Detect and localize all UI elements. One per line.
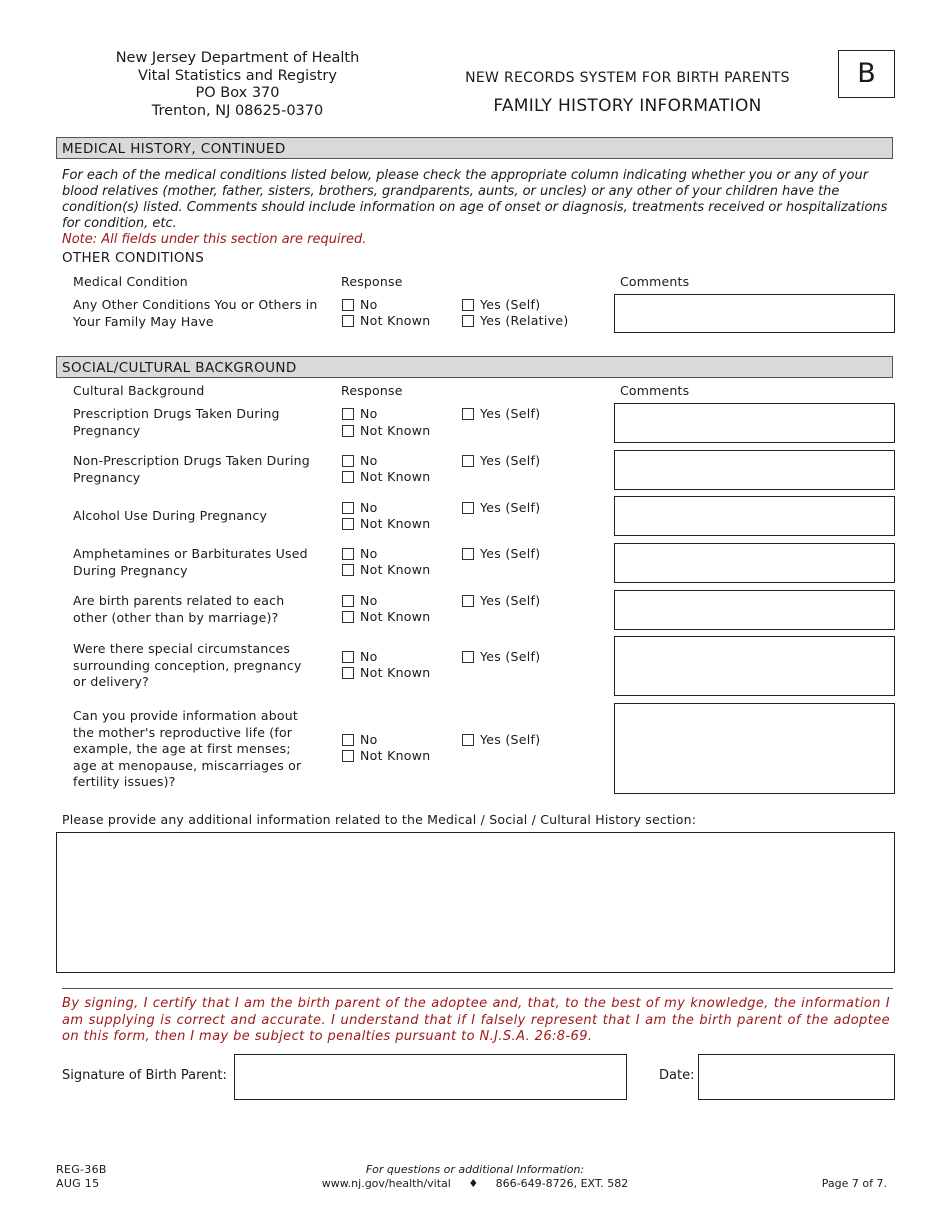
other-conditions-comments-field[interactable] — [614, 294, 895, 333]
checkbox-box[interactable] — [462, 315, 474, 327]
birth-parents-related-not-known-checkbox[interactable]: Not Known — [342, 609, 431, 625]
alcohol-use-yes-self-checkbox[interactable]: Yes (Self) — [462, 500, 540, 516]
checkbox-box[interactable] — [342, 408, 354, 420]
checkbox-box[interactable] — [462, 408, 474, 420]
agency-name: New Jersey Department of Health — [115, 50, 360, 66]
page-number: Page 7 of 7. — [821, 1177, 887, 1190]
contact-info — [300, 1163, 650, 1191]
checkbox-box[interactable] — [342, 299, 354, 311]
amphetamines-yes-self-checkbox[interactable]: Yes (Self) — [462, 546, 540, 562]
checkbox-box[interactable] — [462, 502, 474, 514]
checkbox-box[interactable] — [342, 750, 354, 762]
other-conditions-yes-self-checkbox[interactable]: Yes (Self) — [462, 297, 540, 313]
checkbox-box[interactable] — [462, 455, 474, 467]
agency-po-box: PO Box 370 — [195, 85, 280, 101]
non-prescription-drugs-yes-self-checkbox[interactable]: Yes (Self) — [462, 453, 540, 469]
non-prescription-drugs-label: Non-Prescription Drugs Taken During Pregnancy — [73, 453, 310, 485]
contact-line: www.nj.gov/health/vital ♦ 866-649-8726, EXT. 582 — [321, 1177, 629, 1190]
instructions-text: For each of the medical conditions listed below, please check the appropriate column indicating whether you or any of your blood relatives (mother, father, sisters, brothers, grandparents, aunts, or uncles) or any other of your children have the condition(s) listed. Comments should include information on age of onset or diagnosis, treatments received or hospitalizations for condition, etc. — [62, 168, 888, 231]
checkbox-box[interactable] — [462, 651, 474, 663]
alcohol-use-comments-field[interactable] — [614, 496, 895, 536]
prescription-drugs-not-known-checkbox[interactable]: Not Known — [342, 423, 431, 439]
other-conditions-not-known-checkbox[interactable]: Not Known — [342, 313, 431, 329]
checkbox-box[interactable] — [462, 734, 474, 746]
document-title: FAMILY HISTORY INFORMATION — [493, 96, 762, 116]
special-circumstances-comments-field[interactable] — [614, 636, 895, 696]
checkbox-box[interactable] — [342, 455, 354, 467]
column-comments: Comments — [620, 383, 690, 398]
checkbox-box[interactable] — [462, 595, 474, 607]
prescription-drugs-yes-self-checkbox[interactable]: Yes (Self) — [462, 406, 540, 422]
birth-parents-related-yes-self-checkbox[interactable]: Yes (Self) — [462, 593, 540, 609]
checkbox-box[interactable] — [342, 564, 354, 576]
alcohol-use-label: Alcohol Use During Pregnancy — [73, 508, 268, 523]
column-response: Response — [341, 274, 403, 289]
special-circumstances-yes-self-checkbox[interactable]: Yes (Self) — [462, 649, 540, 665]
form-letter-box: B — [838, 50, 895, 98]
other-conditions-label: Any Other Conditions You or Others in Your Family May Have — [73, 297, 318, 329]
additional-info-textarea[interactable] — [56, 832, 895, 973]
amphetamines-not-known-checkbox[interactable]: Not Known — [342, 562, 431, 578]
contact-heading: For questions or additional Information: — [365, 1163, 585, 1176]
system-title: NEW RECORDS SYSTEM FOR BIRTH PARENTS — [465, 70, 790, 86]
signature-label: Signature of Birth Parent: — [62, 1068, 227, 1083]
alcohol-use-not-known-checkbox[interactable]: Not Known — [342, 516, 431, 532]
prescription-drugs-no-checkbox[interactable]: No — [342, 406, 378, 422]
checkbox-box[interactable] — [342, 651, 354, 663]
amphetamines-label: Amphetamines or Barbiturates Used During Pregnancy — [73, 546, 308, 578]
date-label: Date: — [659, 1068, 695, 1083]
required-note: Note: All fields under this section are required. — [62, 232, 367, 247]
checkbox-box[interactable] — [342, 471, 354, 483]
special-circumstances-not-known-checkbox[interactable]: Not Known — [342, 665, 431, 681]
checkbox-box[interactable] — [342, 734, 354, 746]
divider — [62, 988, 893, 989]
checkbox-box[interactable] — [462, 548, 474, 560]
prescription-drugs-comments-field[interactable] — [614, 403, 895, 443]
column-medical-condition: Medical Condition — [73, 274, 188, 289]
prescription-drugs-label: Prescription Drugs Taken During Pregnancy — [73, 406, 280, 438]
amphetamines-no-checkbox[interactable]: No — [342, 546, 378, 562]
checkbox-box[interactable] — [342, 502, 354, 514]
date-field[interactable] — [698, 1054, 895, 1100]
signature-field[interactable] — [234, 1054, 627, 1100]
alcohol-use-no-checkbox[interactable]: No — [342, 500, 378, 516]
non-prescription-drugs-comments-field[interactable] — [614, 450, 895, 490]
birth-parents-related-label: Are birth parents related to each other (other than by marriage)? — [73, 593, 285, 625]
birth-parents-related-comments-field[interactable] — [614, 590, 895, 630]
certification-statement: By signing, I certify that I am the birth parent of the adoptee and, that, to the best of my knowledge, the information I am supplying is correct and accurate. I understand that if I falsely represent that I am the birth parent of the adoptee on this form, then I may be subject to penalties pursuant to N.J.S.A. 26:8-69. — [62, 996, 890, 1044]
checkbox-box[interactable] — [342, 518, 354, 530]
reproductive-life-comments-field[interactable] — [614, 703, 895, 794]
reproductive-life-not-known-checkbox[interactable]: Not Known — [342, 748, 431, 764]
instructions — [62, 168, 892, 248]
reproductive-life-no-checkbox[interactable]: No — [342, 732, 378, 748]
special-circumstances-label: Were there special circumstances surrounding conception, pregnancy or delivery? — [73, 641, 302, 689]
special-circumstances-no-checkbox[interactable]: No — [342, 649, 378, 665]
column-cultural-background: Cultural Background — [73, 383, 205, 398]
reproductive-life-yes-self-checkbox[interactable]: Yes (Self) — [462, 732, 540, 748]
checkbox-box[interactable] — [462, 299, 474, 311]
checkbox-box[interactable] — [342, 548, 354, 560]
checkbox-box[interactable] — [342, 667, 354, 679]
non-prescription-drugs-no-checkbox[interactable]: No — [342, 453, 378, 469]
form-number: REG-36B — [56, 1163, 107, 1176]
other-conditions-yes-relative-checkbox[interactable]: Yes (Relative) — [462, 313, 569, 329]
checkbox-box[interactable] — [342, 425, 354, 437]
agency-address — [100, 50, 375, 120]
form-revision-date: AUG 15 — [56, 1177, 100, 1190]
column-comments: Comments — [620, 274, 690, 289]
column-response: Response — [341, 383, 403, 398]
agency-city: Trenton, NJ 08625-0370 — [151, 102, 324, 119]
birth-parents-related-no-checkbox[interactable]: No — [342, 593, 378, 609]
social-cultural-section-header: SOCIAL/CULTURAL BACKGROUND — [56, 356, 893, 378]
amphetamines-comments-field[interactable] — [614, 543, 895, 583]
checkbox-box[interactable] — [342, 611, 354, 623]
additional-info-prompt: Please provide any additional information related to the Medical / Social / Cultural History section: — [62, 812, 697, 827]
form-code — [56, 1163, 107, 1191]
non-prescription-drugs-not-known-checkbox[interactable]: Not Known — [342, 469, 431, 485]
agency-division: Vital Statistics and Registry — [138, 67, 337, 84]
checkbox-box[interactable] — [342, 315, 354, 327]
other-conditions-heading: OTHER CONDITIONS — [62, 250, 205, 266]
reproductive-life-label: Can you provide information about the mother's reproductive life (for example, the age at first menses; age at menopause, miscarriages or fertility issues)? — [73, 708, 302, 789]
checkbox-box[interactable] — [342, 595, 354, 607]
other-conditions-no-checkbox[interactable]: No — [342, 297, 378, 313]
medical-history-section-header: MEDICAL HISTORY, CONTINUED — [56, 137, 893, 159]
